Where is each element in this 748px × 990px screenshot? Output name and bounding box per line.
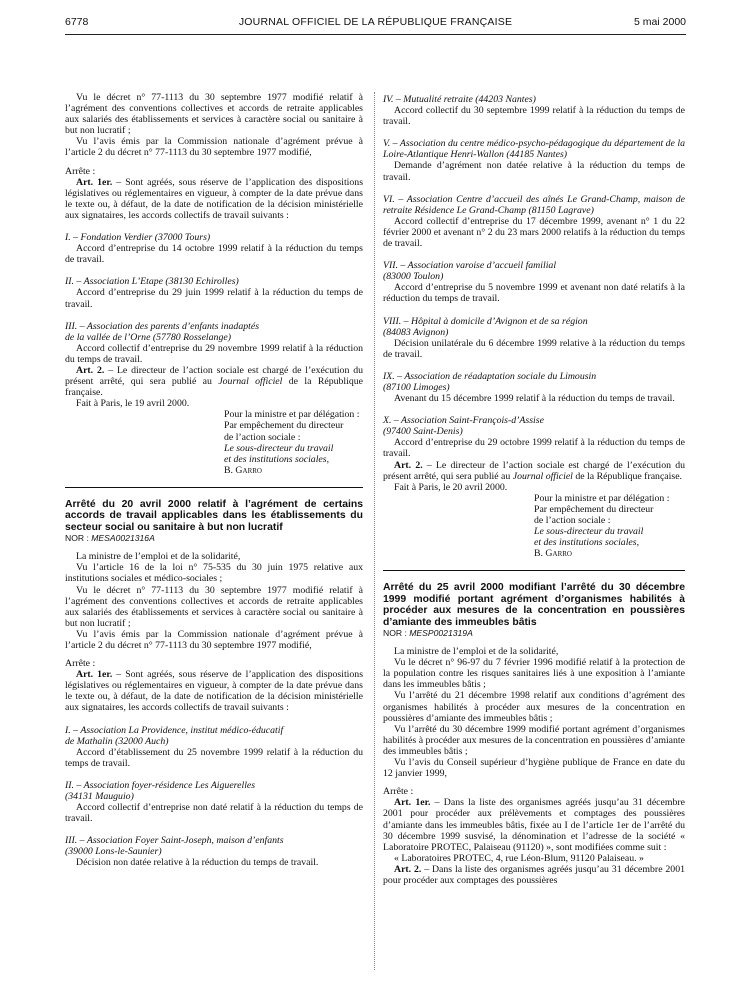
arrete-heading: Arrête : [383,786,414,798]
article-1: Art. 1er. – Sont agréés, sous réserve de l’application des dispositions législatives ou réglementaires en vigueur, à compter de la date prévue dans le texte ou, à défaut, de la date de notification de la décision ministérielle aux signataires, les accords collectifs de travail suivants : [65,669,364,714]
paragraph: Vu l’arrêté du 21 décembre 1998 relatif aux conditions d’agrément des organismes habilités à procéder aux mesures de la concentration en poussières d’amiante des immeubles bâtis ; [383,690,685,724]
paragraph: Avenant du 15 décembre 1999 relatif à la réduction du temps de travail. [394,393,675,405]
article-2: Art. 2. – Dans la liste des organismes agréés jusqu’au 31 décembre 2001 pour procéder aux comptages des poussières [383,863,685,886]
section-heading: II. – Association L’Etape (38130 Echirolles) [65,276,239,288]
signature-line: Le sous-directeur du travail [534,526,644,538]
column-divider [374,92,375,970]
signing-place-date: Fait à Paris, le 20 avril 2000. [394,481,508,493]
article-1: Art. 1er. – Dans la liste des organismes agréés jusqu’au 31 décembre 2001 pour procéder aux prélèvements et comptages des poussières d’amiante dans les immeubles bâtis, fixée au I de l’article 1er de l’arrêté du 30 décembre 1999 susvisé, la dénomination et l’adresse de la société « Laboratoire PROTEC, Palaiseau (91120) », sont modifiées comme suit : [383,797,685,853]
paragraph: Accord d’entreprise du 29 octobre 1999 relatif à la réduction du temps de travail. [383,437,685,460]
paragraph: Vu le décret n° 77-1113 du 30 septembre 1977 modifié relatif à l’agrément des conventions collectives et accords de retraite applicables aux salariés des établissements et services à caractère social ou sanitaire à but non lucratif ; [65,584,363,629]
section-heading: (97400 Saint-Denis) [383,426,463,438]
signing-place-date: Fait à Paris, le 19 avril 2000. [76,398,190,410]
article-2: Art. 2. – Le directeur de l’action sociale est chargé de l’exécution du présent arrêté, qui sera publié au Journal officiel de la République française. [65,364,363,399]
decree-title: Arrêté du 25 avril 2000 modifiant l’arrêté du 30 décembre 1999 modifié portant agrément d’organismes habilités à procéder aux mesures de la concentration en poussières d’amiante des immeubles bâtis [383,582,685,628]
signature-line: et des institutions sociales, [534,537,640,549]
section-heading: VIII. – Hôpital à domicile d’Avignon et de sa région [383,315,588,327]
section-heading: IV. – Mutualité retraite (44203 Nantes) [383,94,536,105]
header-rule [65,34,686,35]
article-label: Art. 1er. [76,669,113,681]
paragraph: La ministre de l’emploi et de la solidarité, [394,646,559,658]
paragraph: Accord collectif d’entreprise du 29 novembre 1999 relatif à la réduction du temps de travail. [65,342,363,365]
signature-line: Par empêchement du directeur [534,503,654,515]
article-1: Art. 1er. – Sont agréés, sous réserve de l’application des dispositions législatives ou réglementaires en vigueur, à compter de la date prévue dans le texte ou, à défaut, de la date de notification de la décision ministérielle aux signataires, les accords collectifs de travail suivants : [65,176,364,221]
section-heading: VI. – Association Centre d’accueil des aînés Le Grand-Champ, maison de retraite Résidence Le Grand-Champ (81150 Lagrave) [383,193,685,216]
paragraph: Accord d’entreprise du 29 juin 1999 relatif à la réduction du temps de travail. [65,287,363,310]
section-heading: I. – Fondation Verdier (37000 Tours) [65,232,211,244]
nor-reference: NOR : MESP0021319A [383,628,473,638]
section-heading: V. – Association du centre médico-psycho-pédagogique du département de la Loire-Atlantique Henri-Wallon (44185 Nantes) [383,138,685,161]
section-heading: X. – Association Saint-François-d’Assise [383,415,544,427]
paragraph: Vu le décret n° 77-1113 du 30 septembre 1977 modifié relatif à l’agrément des conventions collectives et accords de retraite applicables aux salariés des établissements et services à caractère social ou sanitaire à but non lucratif ; [65,92,363,137]
signatory-name: B. Garro [224,464,262,476]
arrete-heading: Arrête : [65,165,96,177]
section-heading: (87100 Limoges) [383,381,450,393]
signature-line: et des institutions sociales, [224,453,330,465]
section-heading: I. – Association La Providence, institut médico-éducatif [65,724,284,736]
paragraph: Accord collectif d’entreprise du 17 décembre 1999, avenant n° 1 du 22 février 2000 et avenant n° 2 du 23 mars 2000 relatifs à la réduction du temps de travail. [383,215,685,250]
section-heading: (34131 Mauguio) [65,791,134,802]
left-column [65,92,363,869]
section-heading: VII. – Association varoise d’accueil familial [383,260,557,272]
nor-reference: NOR : MESA0021316A [65,533,155,544]
signature-line: Pour la ministre et par délégation : [534,492,670,504]
arrete-heading: Arrête : [65,658,96,670]
paragraph: Décision non datée relative à la réduction du temps de travail. [76,857,319,869]
section-heading: III. – Association Foyer Saint-Joseph, maison d’enfants [65,835,284,847]
paragraph: Accord collectif du 30 septembre 1999 relatif à la réduction du temps de travail. [383,105,685,128]
signature-line: Le sous-directeur du travail [224,442,334,454]
journal-title: JOURNAL OFFICIEL DE LA RÉPUBLIQUE FRANÇAISE [238,16,513,28]
article-label: Art. 2. [76,364,105,376]
paragraph: Accord d’entreprise du 14 octobre 1999 relatif à la réduction du temps de travail. [65,243,363,266]
article-2: Art. 2. – Le directeur de l’action sociale est chargé de l’exécution du présent arrêté, qui sera publié au Journal officiel de la République française. [383,459,685,482]
signature-line: Pour la ministre et par délégation : [224,409,360,421]
paragraph: Demande d’agrément non datée relative à la réduction du temps de travail. [383,160,685,183]
paragraph: Accord d’établissement du 25 novembre 1999 relatif à la réduction du temps de travail. [65,746,363,769]
section-heading: (39000 Lons-le-Saunier) [65,846,162,858]
section-heading: (83000 Toulon) [383,271,444,283]
section-heading: de la vallée de l’Orne (57780 Rosselange) [65,331,231,343]
paragraph: Décision unilatérale du 6 décembre 1999 relative à la réduction du temps de travail. [383,337,685,360]
page-number: 6778 [65,16,89,28]
paragraph: Vu le décret n° 96-97 du 7 février 1996 modifié relatif à la protection de la population contre les risques sanitaires liés à une exposition à l’amiante dans les immeubles bâtis ; [383,657,685,691]
section-heading: III. – Association des parents d’enfants inadaptés [65,320,260,332]
section-heading: (84083 Avignon) [383,326,449,338]
paragraph: Vu l’avis émis par la Commission nationale d’agrément prévue à l’article 2 du décret n° 77-1113 du 30 septembre 1977 modifié, [65,628,363,651]
paragraph: Accord collectif d’entreprise non daté relatif à la réduction du temps de travail. [65,802,363,825]
signature-line: de l’action sociale : [534,515,611,526]
article-label: Art. 2. [394,459,423,471]
signature-line: de l’action sociale : [224,431,301,443]
paragraph: Accord d’entreprise du 5 novembre 1999 et avenant non daté relatifs à la réduction du temps de travail. [383,282,685,305]
section-heading: II. – Association foyer-résidence Les Aiguerelles [65,779,256,791]
paragraph: Vu l’avis émis par la Commission nationale d’agrément prévue à l’article 2 du décret n° 77-1113 du 30 septembre 1977 modifié, [65,136,363,159]
decree-title: Arrêté du 20 avril 2000 relatif à l’agrément de certains accords de travail applicables dans les établissements du secteur social ou sanitaire à but non lucratif [65,498,363,533]
right-column [383,94,685,886]
section-heading: de Mathalin (32000 Auch) [65,735,169,747]
section-heading: IX. – Association de réadaptation sociale du Limousin [383,370,597,382]
paragraph: Vu l’article 16 de la loi n° 75-535 du 30 juin 1975 relative aux institutions sociales et médico-sociales ; [65,562,363,585]
quoted-amendment: « Laboratoires PROTEC, 4, rue Léon-Blum, 91120 Palaiseau. » [394,852,644,864]
page-header [65,14,686,32]
signature-line: Par empêchement du directeur [224,420,344,432]
paragraph: La ministre de l’emploi et de la solidarité, [76,551,241,563]
signatory-name: B. Garro [534,548,572,560]
article-label: Art. 1er. [394,797,431,809]
paragraph: Vu l’avis du Conseil supérieur d’hygiène publique de France en date du 12 janvier 1999, [383,757,685,780]
article-label: Art. 2. [394,863,422,875]
paragraph: Vu l’arrêté du 30 décembre 1999 modifié portant agrément d’organismes habilités à procéder aux mesures de la concentration en poussières d’amiante des immeubles bâtis ; [383,723,685,757]
issue-date: 5 mai 2000 [634,16,686,28]
article-label: Art. 1er. [76,176,113,188]
